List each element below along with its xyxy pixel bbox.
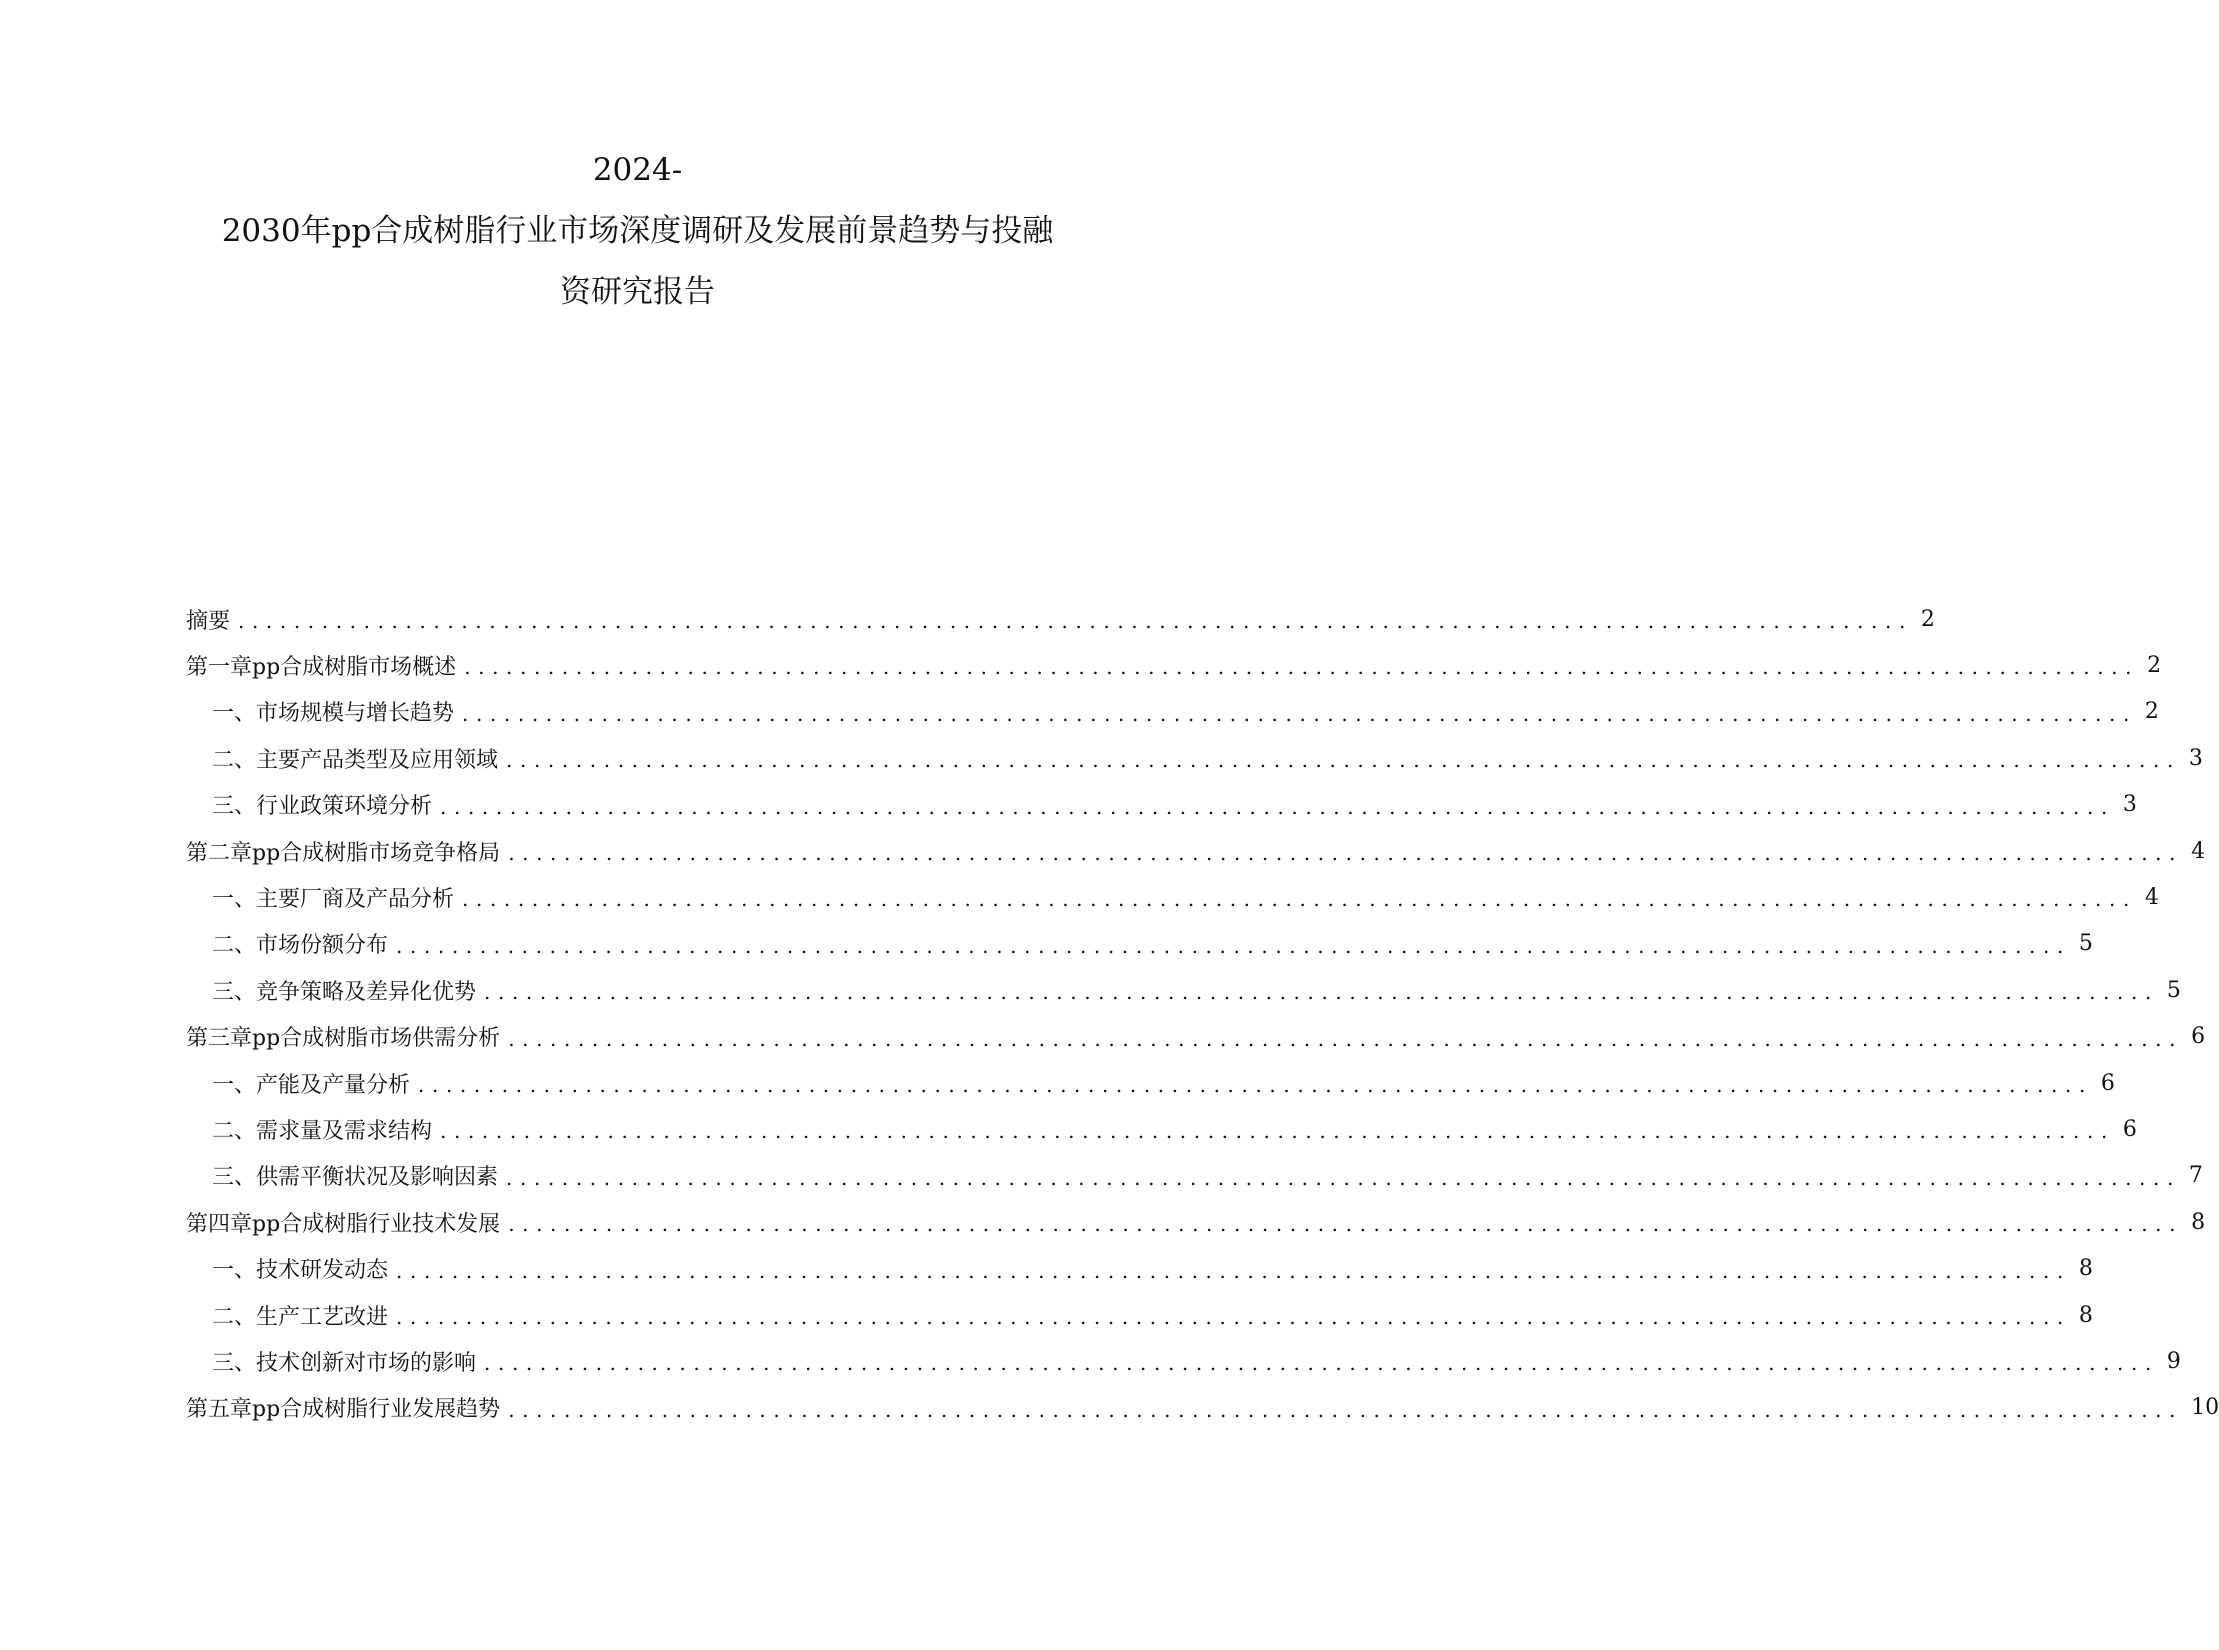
toc-entry[interactable] bbox=[186, 827, 2206, 875]
toc-dot-leader: ........................................................................................................................ bbox=[238, 609, 1913, 633]
toc-dot-leader: ........................................................................................................................ bbox=[464, 655, 2140, 680]
toc-entry[interactable] bbox=[186, 1059, 2115, 1107]
toc-dot-leader: ........................................................................................................................ bbox=[462, 701, 2137, 726]
toc-page-number: 2 bbox=[1920, 606, 1935, 632]
toc-entry-number: 二、 bbox=[212, 1118, 257, 1144]
toc-entry-title: 技术研发动态 bbox=[256, 1258, 389, 1284]
toc-entry[interactable] bbox=[186, 688, 2159, 736]
toc-entry-number: 一、 bbox=[212, 1258, 257, 1284]
toc-dot-leader: ........................................................................................................................ bbox=[508, 841, 2184, 865]
toc-entry-number: 一、 bbox=[212, 886, 257, 912]
title-line-1: 2024- bbox=[592, 152, 683, 188]
toc-entry[interactable] bbox=[186, 1013, 2206, 1061]
toc-page-number: 3 bbox=[2122, 792, 2137, 818]
toc-entry[interactable] bbox=[186, 1337, 2181, 1385]
toc-page-number: 3 bbox=[2188, 745, 2203, 771]
toc-entry[interactable] bbox=[186, 1291, 2093, 1339]
toc-page-number: 8 bbox=[2191, 1209, 2206, 1235]
toc-entry-title: 产能及产量分析 bbox=[256, 1072, 411, 1098]
toc-entry-number: 二、 bbox=[212, 933, 257, 959]
toc-entry[interactable] bbox=[186, 1198, 2206, 1246]
toc-dot-leader: ........................................................................................................................ bbox=[506, 748, 2181, 773]
toc-entry-title: pp合成树脂行业技术发展 bbox=[252, 1211, 501, 1237]
toc-entry-number: 三、 bbox=[212, 979, 257, 1005]
toc-entry-number: 第一章 bbox=[186, 654, 253, 680]
toc-entry[interactable] bbox=[186, 1245, 2093, 1293]
toc-dot-leader: ........................................................................................................................ bbox=[506, 1165, 2181, 1190]
toc-entry-title: pp合成树脂市场竞争格局 bbox=[252, 840, 501, 866]
toc-entry-title: 市场规模与增长趋势 bbox=[256, 701, 455, 727]
toc-entry-title: 行业政策环境分析 bbox=[256, 794, 433, 820]
toc-entry-title: pp合成树脂市场概述 bbox=[252, 654, 457, 680]
toc-dot-leader: ........................................................................................................................ bbox=[508, 1397, 2184, 1422]
toc-dot-leader: ........................................................................................................................ bbox=[440, 794, 2115, 819]
toc-dot-leader: ........................................................................................................................ bbox=[508, 1026, 2184, 1051]
toc-entry[interactable] bbox=[186, 1152, 2203, 1200]
toc-entry-number: 二、 bbox=[212, 747, 257, 773]
toc-entry-title: 需求量及需求结构 bbox=[256, 1118, 433, 1144]
toc-dot-leader: ........................................................................................................................ bbox=[462, 887, 2137, 912]
toc-page-number: 6 bbox=[2100, 1070, 2115, 1096]
toc-entry-title: 主要产品类型及应用领域 bbox=[256, 747, 499, 773]
toc-entry[interactable] bbox=[186, 920, 2093, 968]
toc-entry[interactable] bbox=[186, 1384, 2219, 1432]
toc-entry[interactable] bbox=[186, 873, 2159, 921]
toc-entry[interactable] bbox=[186, 734, 2203, 782]
toc-page-number: 8 bbox=[2078, 1256, 2093, 1282]
toc-entry-number: 一、 bbox=[212, 1072, 257, 1098]
toc-dot-leader: ........................................................................................................................ bbox=[396, 1258, 2071, 1283]
toc-page-number: 5 bbox=[2166, 977, 2181, 1003]
toc-entry-title: 摘要 bbox=[186, 608, 231, 634]
toc-dot-leader: ........................................................................................................................ bbox=[396, 1305, 2071, 1329]
toc-dot-leader: ........................................................................................................................ bbox=[484, 980, 2159, 1005]
toc-page-number: 4 bbox=[2191, 838, 2206, 864]
toc-page-number: 4 bbox=[2144, 884, 2159, 910]
toc-entry[interactable] bbox=[186, 595, 1935, 643]
toc-entry-number: 三、 bbox=[212, 1165, 257, 1191]
toc-dot-leader: ........................................................................................................................ bbox=[508, 1212, 2184, 1237]
toc-page-number: 10 bbox=[2191, 1395, 2219, 1421]
toc-entry-title: pp合成树脂市场供需分析 bbox=[252, 1026, 501, 1052]
toc-entry-number: 三、 bbox=[212, 794, 257, 820]
toc-entry-title: 供需平衡状况及影响因素 bbox=[256, 1165, 499, 1191]
toc-dot-leader: ........................................................................................................................ bbox=[484, 1351, 2159, 1376]
toc-dot-leader: ........................................................................................................................ bbox=[440, 1119, 2115, 1144]
toc-page-number: 2 bbox=[2144, 699, 2159, 725]
toc-entry-title: 主要厂商及产品分析 bbox=[256, 886, 455, 912]
toc-page-number: 8 bbox=[2078, 1302, 2093, 1328]
toc-page-number: 9 bbox=[2166, 1348, 2181, 1374]
report-title bbox=[0, 140, 1275, 323]
toc-entry-title: 生产工艺改进 bbox=[256, 1304, 389, 1330]
toc-entry-title: 竞争策略及差异化优势 bbox=[256, 979, 477, 1005]
toc-entry[interactable] bbox=[186, 966, 2181, 1014]
toc-entry-number: 二、 bbox=[212, 1304, 257, 1330]
toc-page-number: 5 bbox=[2078, 931, 2093, 957]
toc-entry-title: pp合成树脂行业发展趋势 bbox=[252, 1397, 501, 1423]
toc-page-number: 7 bbox=[2188, 1163, 2203, 1189]
toc-entry[interactable] bbox=[186, 641, 2162, 689]
toc-entry-number: 第三章 bbox=[186, 1026, 253, 1052]
toc-entry-number: 第二章 bbox=[186, 840, 253, 866]
toc-entry-number: 一、 bbox=[212, 701, 257, 727]
toc-page-number: 2 bbox=[2147, 652, 2162, 678]
toc-entry-title: 市场份额分布 bbox=[256, 933, 389, 959]
toc-entry-number: 第四章 bbox=[186, 1211, 253, 1237]
toc-entry-title: 技术创新对市场的影响 bbox=[256, 1350, 477, 1376]
toc-entry[interactable] bbox=[186, 1105, 2137, 1153]
title-line-3: 资研究报告 bbox=[560, 274, 715, 310]
toc-entry-number: 第五章 bbox=[186, 1397, 253, 1423]
toc-dot-leader: ........................................................................................................................ bbox=[396, 933, 2071, 958]
toc-entry[interactable] bbox=[186, 781, 2137, 829]
toc-page-number: 6 bbox=[2122, 1116, 2137, 1142]
toc-dot-leader: ........................................................................................................................ bbox=[418, 1073, 2093, 1097]
toc-page-number: 6 bbox=[2191, 1024, 2206, 1050]
title-line-2: 2030年pp合成树脂行业市场深度调研及发展前景趋势与投融 bbox=[221, 213, 1054, 249]
toc-entry-number: 三、 bbox=[212, 1350, 257, 1376]
